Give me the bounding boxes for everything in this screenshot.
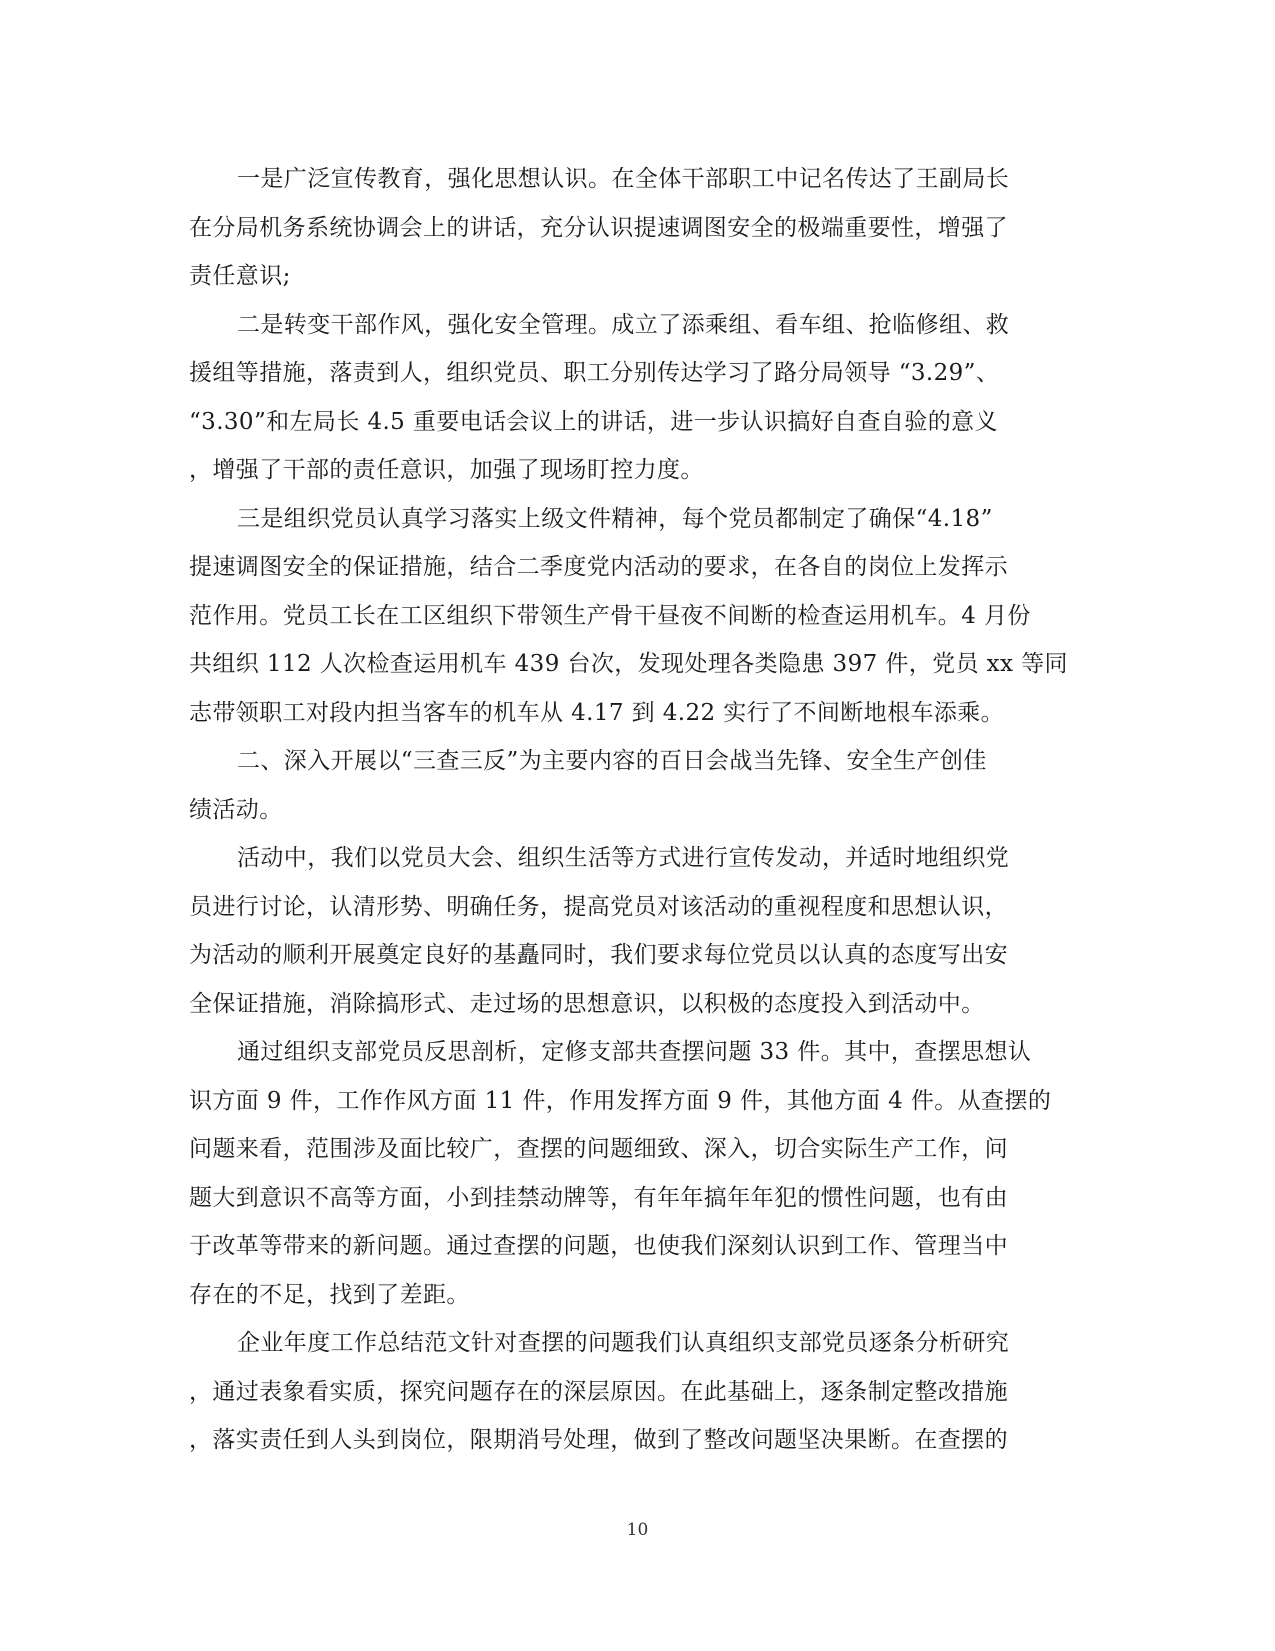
text-line: 二、深入开展以“三查三反”为主要内容的百日会战当先锋、安全生产创佳 [237,748,987,774]
text-line: 活动中，我们以党员大会、组织生活等方式进行宣传发动，并适时地组织党 [237,845,1010,871]
text-line: ，增强了干部的责任意识，加强了现场盯控力度。 [189,457,704,483]
text-line: 绩活动。 [189,796,283,823]
text-line: 存在的不足，找到了差距。 [189,1281,470,1308]
text-line: 企业年度工作总结范文针对查摆的问题我们认真组织支部党员逐条分析研究 [237,1330,1010,1356]
text-line: 援组等措施，落责到人，组织党员、职工分别传达学习了路分局领导 “3.29”、 [189,360,1000,386]
text-line: 责任意识; [189,263,291,289]
text-line: 通过组织支部党员反思剖析，定修支部共查摆问题 33 件。其中，查摆思想认 [237,1039,1032,1065]
text-line: 在分局机务系统协调会上的讲话，充分认识提速调图安全的极端重要性，增强了 [189,214,1008,241]
text-line: 题大到意识不高等方面，小到挂禁动牌等，有年年搞年年犯的惯性问题，也有由 [189,1184,1008,1211]
text-line: 二是转变干部作风，强化安全管理。成立了添乘组、看车组、抢临修组、救 [237,311,1010,338]
text-line: 于改革等带来的新问题。通过查摆的问题，也使我们深刻认识到工作、管理当中 [189,1233,1008,1259]
document-body [189,155,1067,1465]
text-line: ，通过表象看实质，探究问题存在的深层原因。在此基础上，逐条制定整改措施 [189,1378,1008,1405]
text-line: 全保证措施，消除搞形式、走过场的思想意识，以积极的态度投入到活动中。 [189,990,985,1017]
text-line: 范作用。党员工长在工区组织下带领生产骨干昼夜不间断的检查运用机车。4 月份 [189,602,1031,629]
text-line: “3.30”和左局长 4.5 重要电话会议上的讲话，进一步认识搞好自查自验的意义 [189,408,998,435]
text-line: 一是广泛宣传教育，强化思想认识。在全体干部职工中记名传达了王副局长 [237,166,1010,192]
text-line: 问题来看，范围涉及面比较广，查摆的问题细致、深入，切合实际生产工作，问 [189,1136,1008,1162]
text-line: 员进行讨论，认清形势、明确任务，提高党员对该活动的重视程度和思想认识， [189,893,1008,920]
text-line: 提速调图安全的保证措施，结合二季度党内活动的要求，在各自的岗位上发挥示 [189,554,1008,580]
text-line: 识方面 9 件，工作作风方面 11 件，作用发挥方面 9 件，其他方面 4 件。从查摆的 [189,1087,1052,1114]
text-line: 三是组织党员认真学习落实上级文件精神，每个党员都制定了确保“4.18” [237,505,993,532]
text-line: 为活动的顺利开展奠定良好的基矗同时，我们要求每位党员以认真的态度写出安 [189,942,1008,968]
text-line: 志带领职工对段内担当客车的机车从 4.17 到 4.22 实行了不间断地根车添乘。 [189,699,1005,726]
text-line: 共组织 112 人次检查运用机车 439 台次，发现处理各类隐患 397 件，党员 xx 等同 [189,651,1068,677]
page-number: 10 [626,1520,649,1540]
text-line: ，落实责任到人头到岗位，限期消号处理，做到了整改问题坚决果断。在查摆的 [189,1427,1008,1453]
